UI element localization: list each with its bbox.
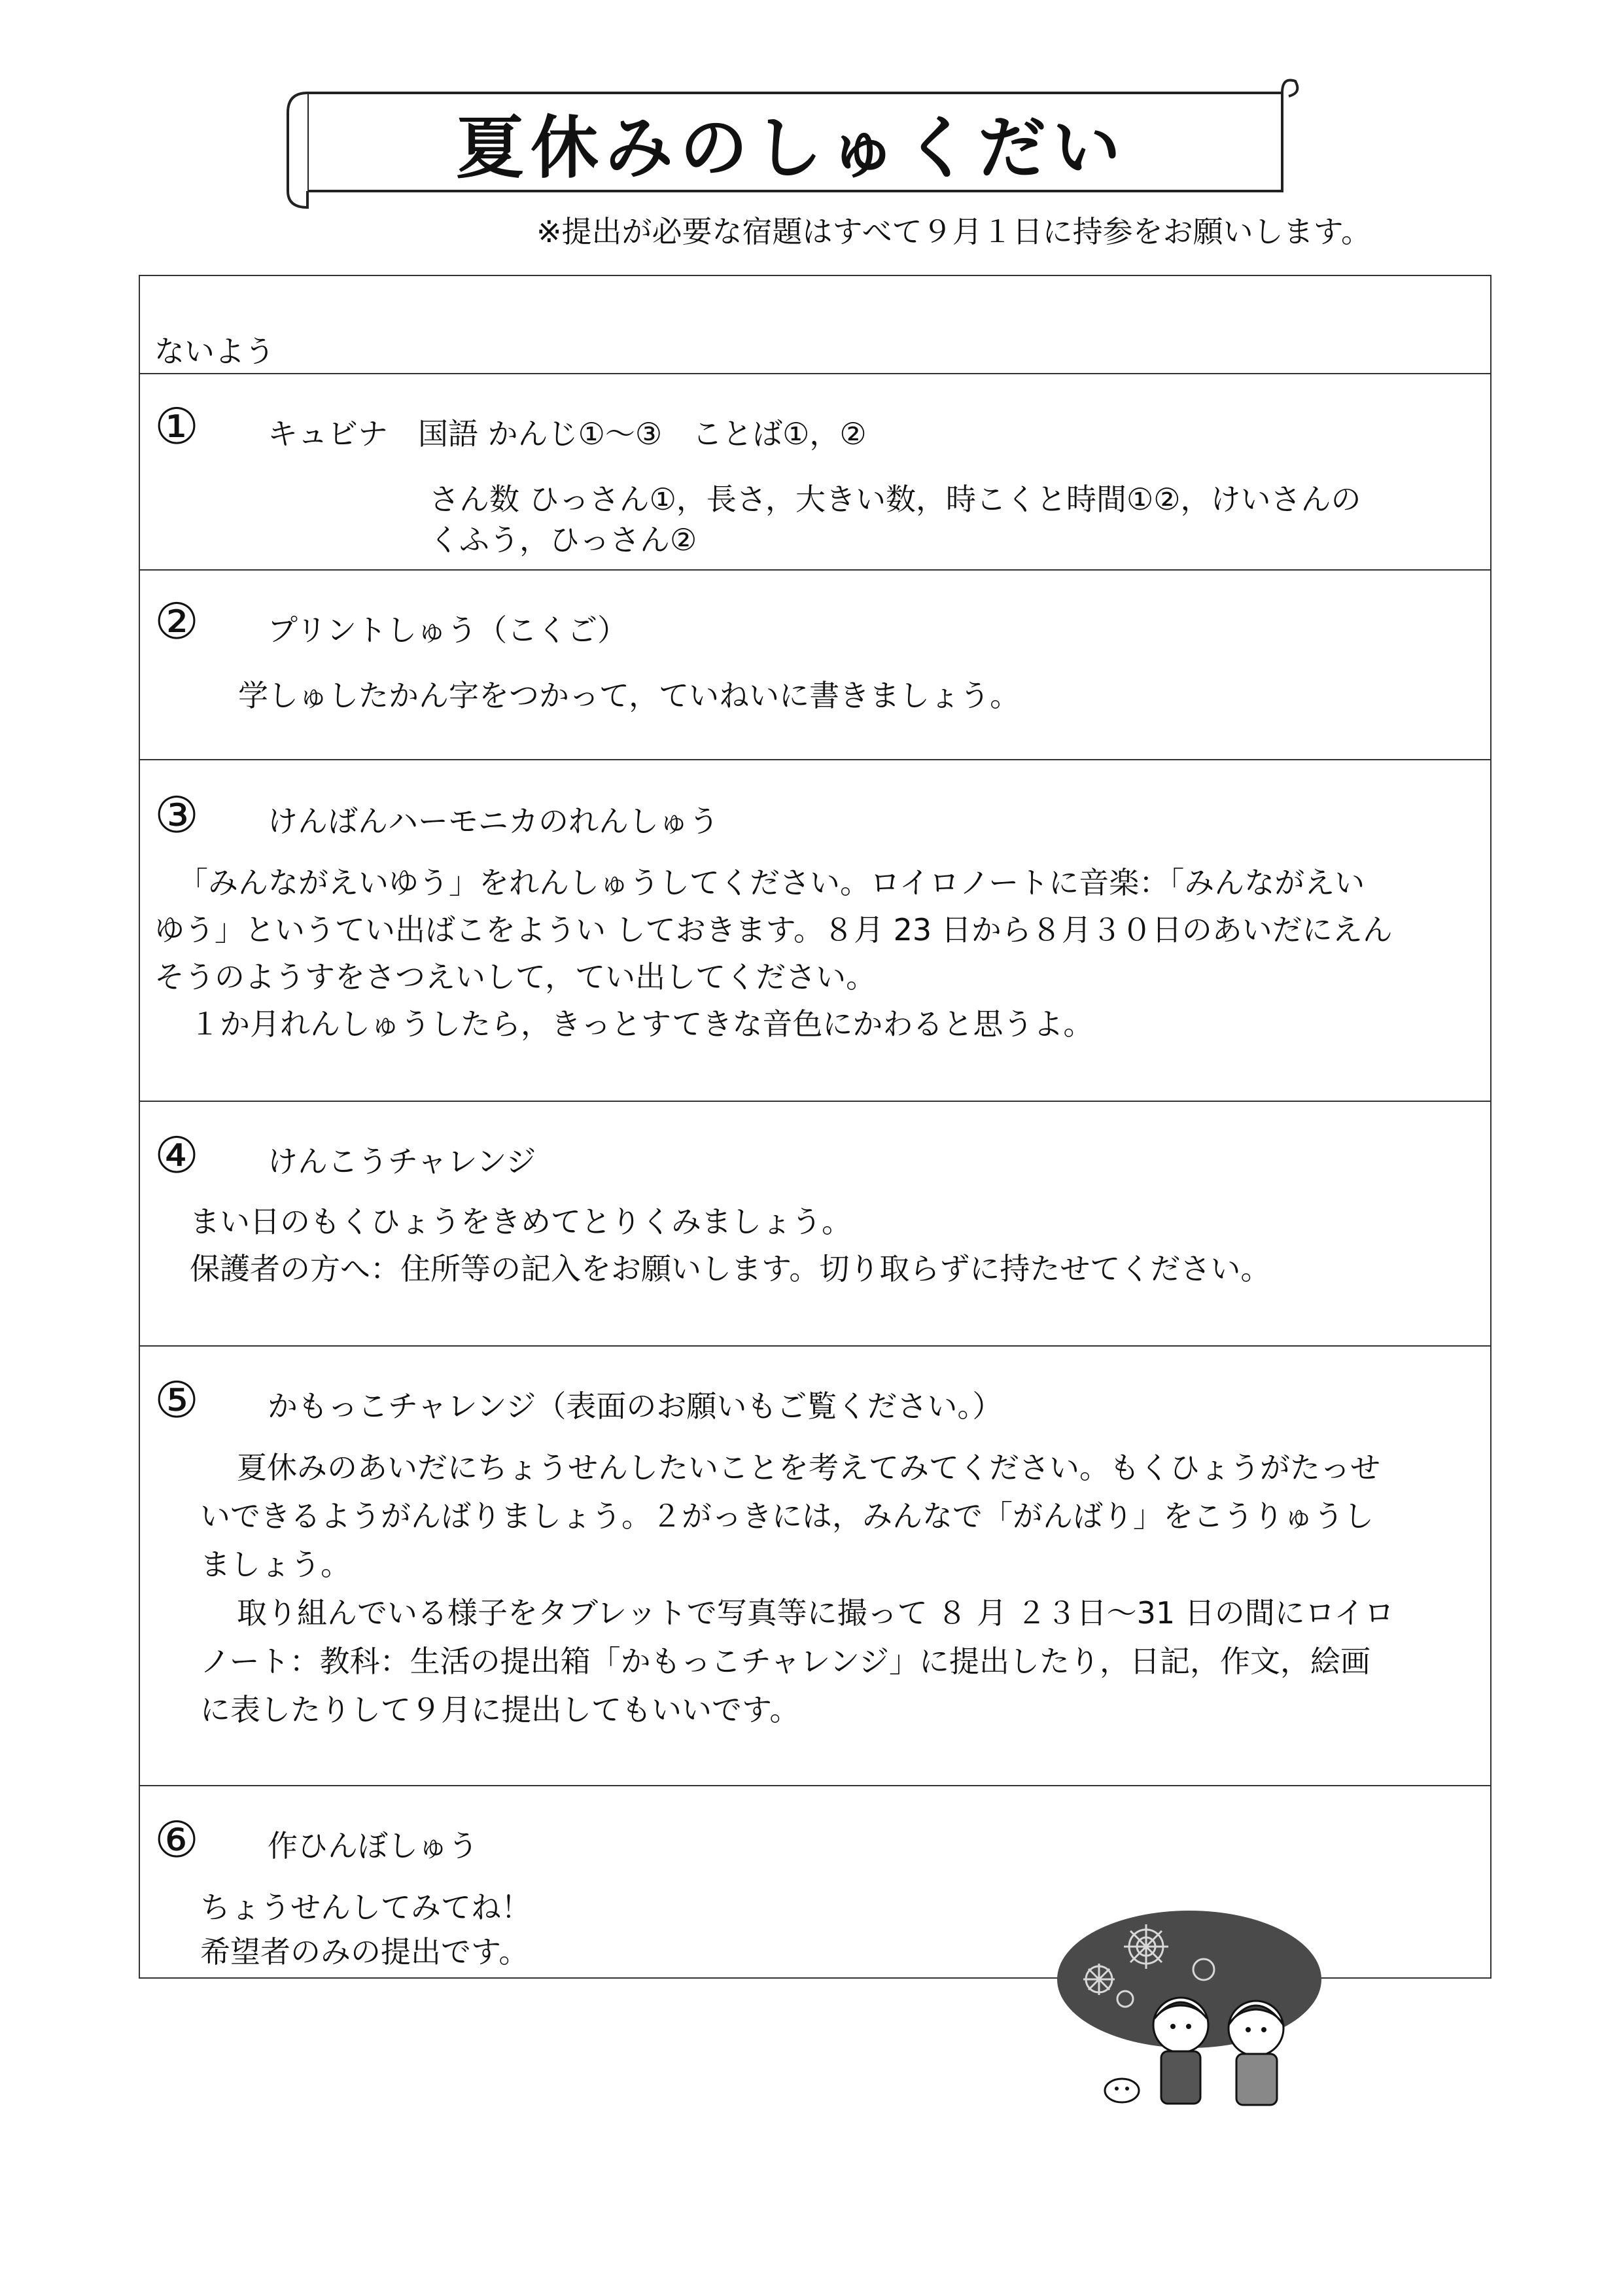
item-heading: 作ひんぼしゅう xyxy=(268,1828,478,1863)
item-line: そうのようすをさつえいして，てい出してください。 xyxy=(154,959,877,995)
homework-table xyxy=(139,275,1492,1976)
table-row-3 xyxy=(139,759,1492,1102)
item-line: さん数 ひっさん①，長さ，大きい数，時こくと時間①②，けいさんの xyxy=(429,482,1361,517)
item-heading: けんこうチャレンジ xyxy=(268,1144,536,1179)
fireworks-illustration xyxy=(1040,1901,1321,2113)
table-row-5 xyxy=(139,1345,1492,1786)
page-title: 夏休みのしゅくだい xyxy=(455,108,1127,188)
item-number: ① xyxy=(154,397,200,455)
item-line: ノート：教科：生活の提出箱「かもっこチャレンジ」に提出したり，日記，作文，絵画 xyxy=(200,1644,1370,1679)
item-heading: キュビナ 国語 かんじ①～③ ことば①，② xyxy=(268,416,867,451)
title-banner xyxy=(281,73,1302,211)
item-number: ⑤ xyxy=(154,1371,200,1429)
item-line: くふう，ひっさん② xyxy=(429,522,697,557)
item-heading: けんばんハーモニカのれんしゅう xyxy=(268,804,719,839)
item-number: ② xyxy=(154,592,200,650)
item-line: 「みんながえいゆう」をれんしゅうしてください。ロイロノートに音楽：「みんながえい xyxy=(178,865,1365,900)
item-heading: かもっこチャレンジ（表面のお願いもご覧ください。） xyxy=(268,1388,1003,1424)
table-header-row xyxy=(139,275,1492,374)
item-heading: プリントしゅう（こくご） xyxy=(268,612,628,648)
item-line: 希望者のみの提出です。 xyxy=(200,1934,529,1969)
item-line: ましょう。 xyxy=(200,1547,351,1582)
item-line: 取り組んでいる様子をタブレットで写真等に撮って ８ 月 ２３日～31 日の間にロイロ xyxy=(237,1595,1395,1631)
item-line: に表したりして９月に提出してもいいです。 xyxy=(200,1692,800,1727)
item-number: ③ xyxy=(154,786,200,844)
item-line: 学しゅしたかん字をつかって，ていねいに書きましょう。 xyxy=(238,678,1021,713)
item-line: 夏休みのあいだにちょうせんしたいことを考えてみてください。もくひょうがたっせ xyxy=(237,1450,1380,1485)
item-line: まい日のもくひょうをきめてとりくみましょう。 xyxy=(190,1204,852,1239)
item-number: ⑥ xyxy=(154,1810,200,1869)
item-line: １か月れんしゅうしたら，きっとすてきな音色にかわると思うよ。 xyxy=(190,1006,1094,1042)
item-line: 保護者の方へ：住所等の記入をお願いします。切り取らずに持たせてください。 xyxy=(190,1251,1271,1286)
submission-note: ※提出が必要な宿題はすべて９月１日に持参をお願いします。 xyxy=(536,214,1371,249)
table-row-1 xyxy=(139,373,1492,571)
item-number: ④ xyxy=(154,1126,200,1184)
item-line: いできるようがんばりましょう。２がっきには，みんなで「がんばり」をこうりゅうし xyxy=(200,1498,1374,1534)
table-header-label: ないよう xyxy=(154,334,275,369)
table-row-2 xyxy=(139,569,1492,760)
item-line: ゆう」というてい出ばこをようい しておきます。８月 23 日から８月３０日のあいだにえん xyxy=(154,912,1393,947)
table-row-4 xyxy=(139,1101,1492,1347)
item-line: ちょうせんしてみてね！ xyxy=(200,1890,531,1925)
fireworks-illustration-icon xyxy=(1040,1901,1321,2110)
